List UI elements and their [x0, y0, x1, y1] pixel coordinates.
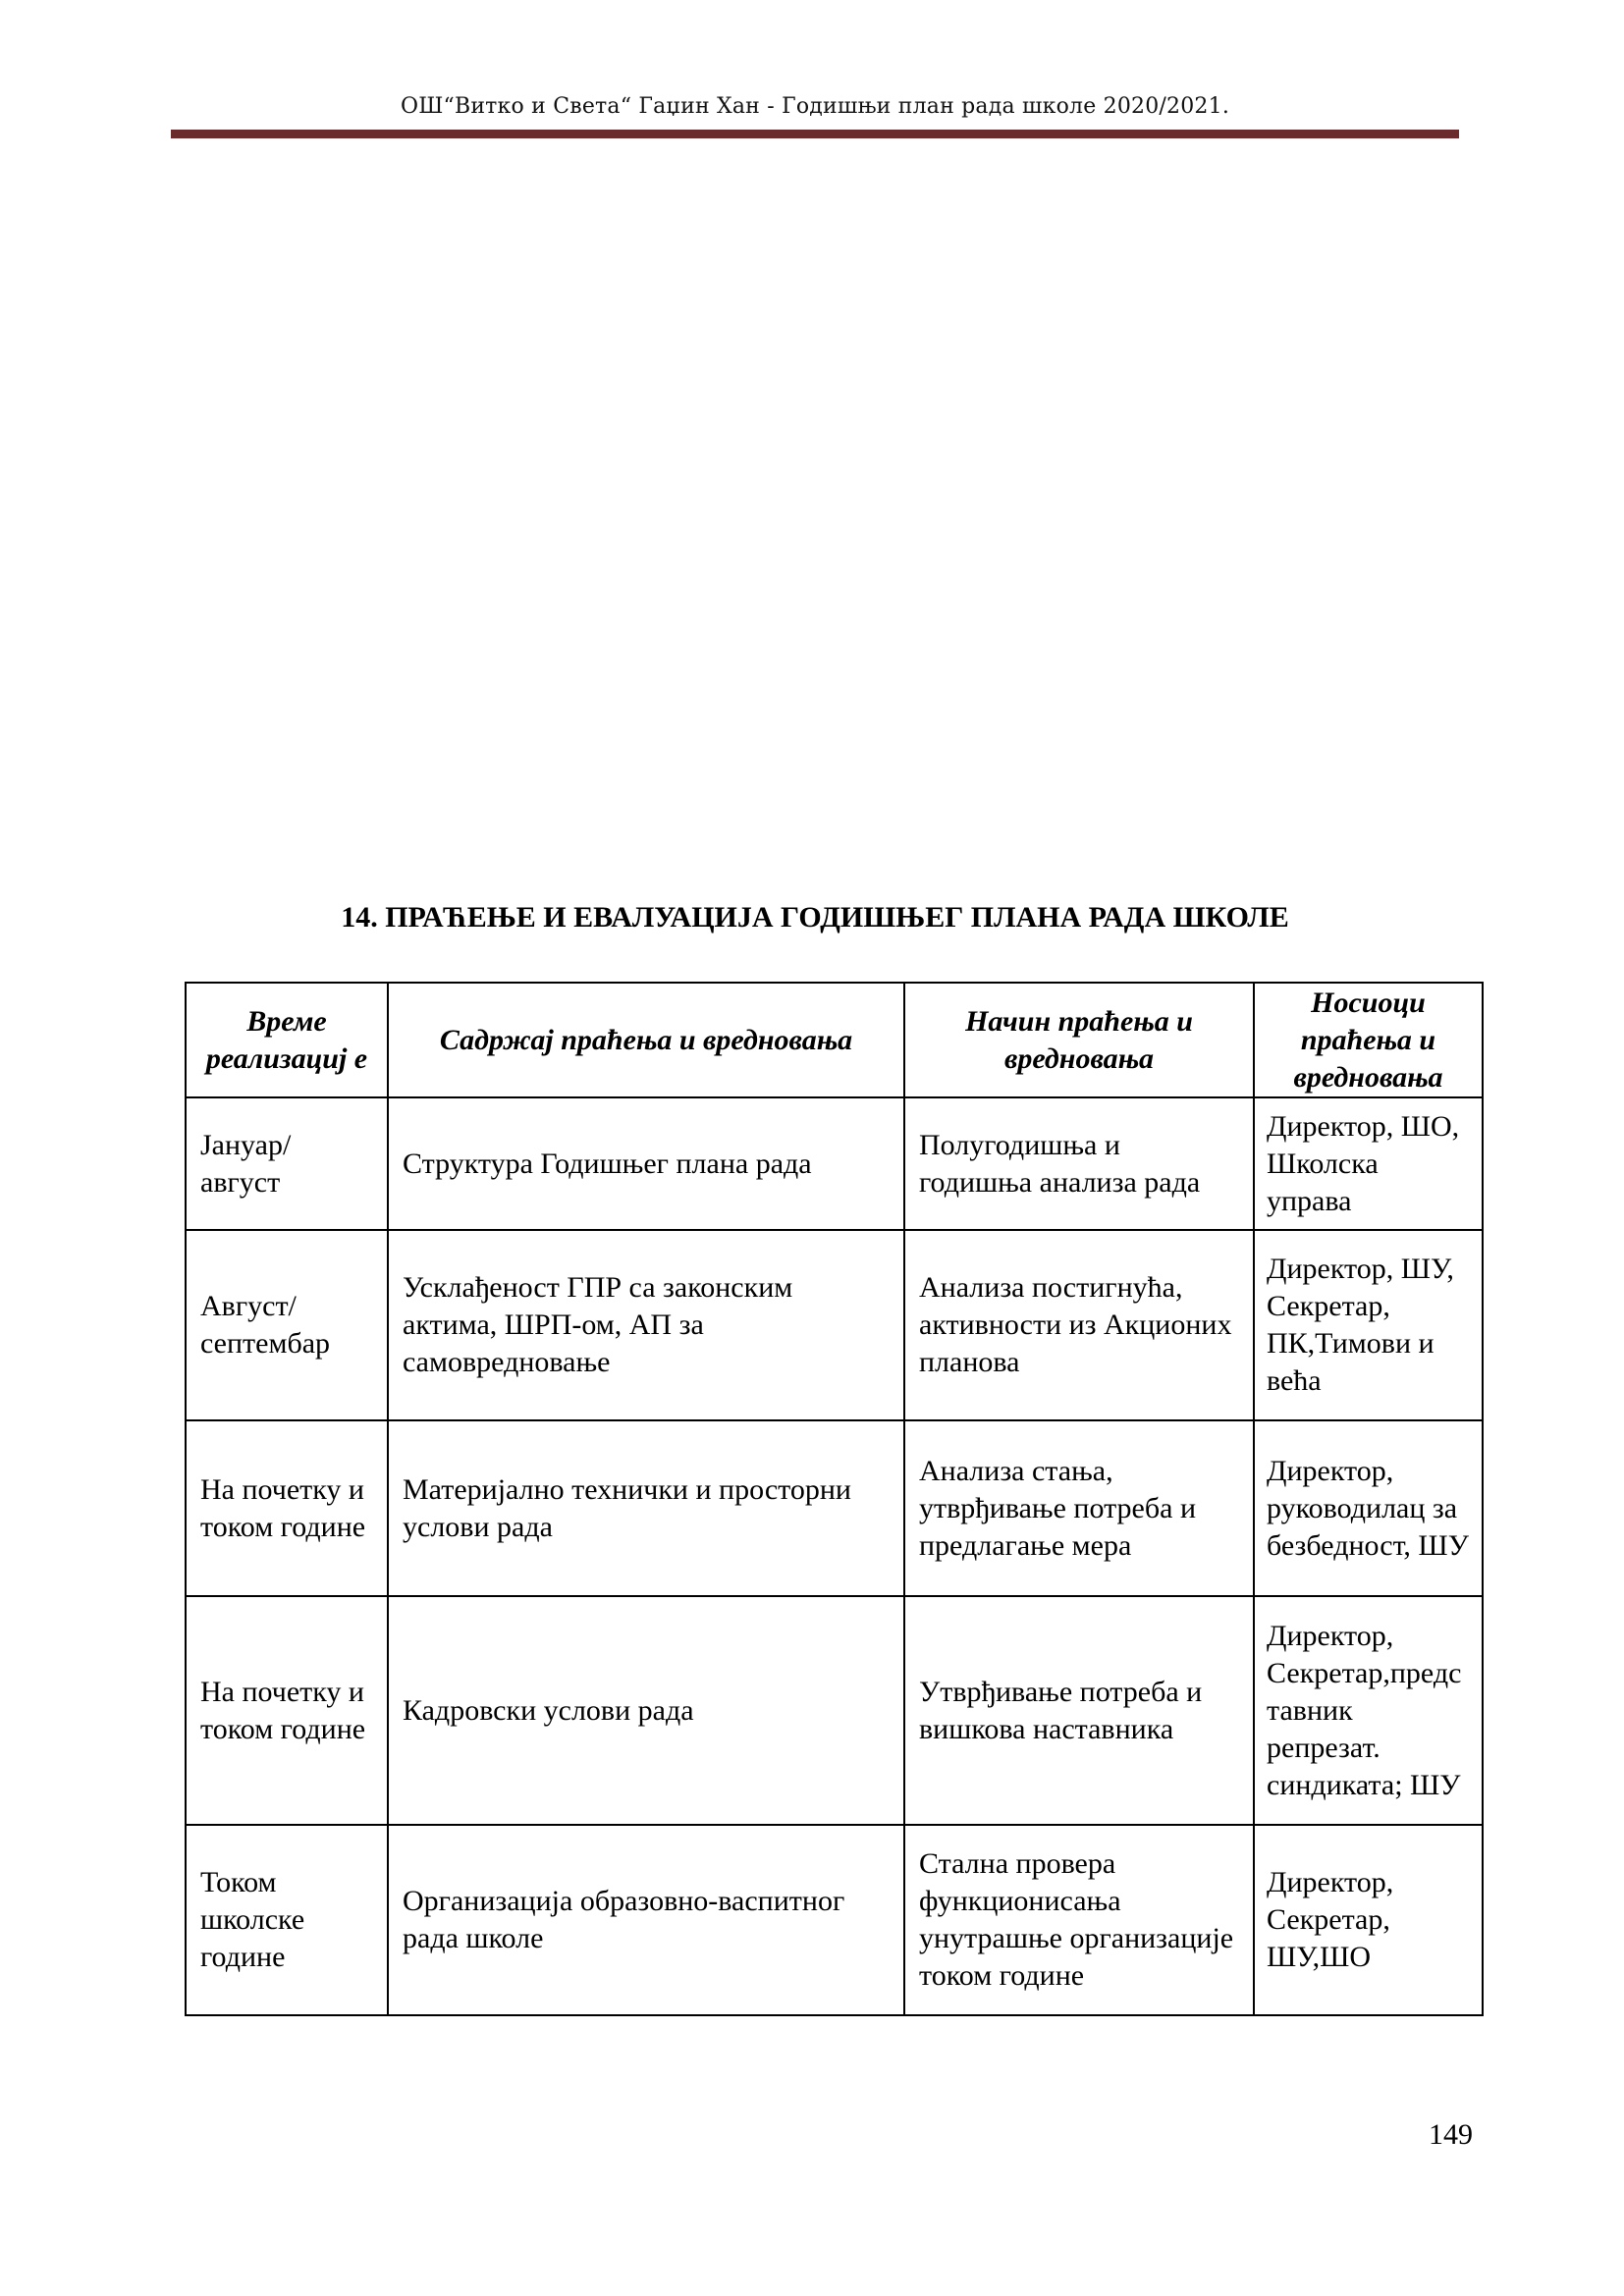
cell-time: На почетку и током године	[186, 1596, 388, 1825]
table-row	[186, 1596, 1483, 1825]
column-header-time: Време реализациј е	[186, 983, 388, 1097]
evaluation-plan-table	[185, 982, 1484, 2016]
column-header-content: Садржај праћења и вредновања	[388, 983, 904, 1097]
table-row	[186, 1097, 1483, 1230]
table-row	[186, 1420, 1483, 1596]
cell-time: Јануар/ август	[186, 1097, 388, 1230]
cell-bearers: Директор, Секретар, ШУ,ШО	[1254, 1825, 1483, 2015]
cell-bearers: Директор, ШО, Школска управа	[1254, 1097, 1483, 1230]
cell-bearers: Директор, ШУ, Секретар, ПК,Тимови и већа	[1254, 1230, 1483, 1420]
cell-content: Кадровски услови рада	[388, 1596, 904, 1825]
table-header-row	[186, 983, 1483, 1097]
cell-bearers: Директор, Секретар,представник репрезат. синдиката; ШУ	[1254, 1596, 1483, 1825]
cell-method: Утврђивање потреба и вишкова наставника	[904, 1596, 1254, 1825]
cell-content: Организација образовно-васпитног рада школе	[388, 1825, 904, 2015]
section-title: 14. ПРАЋЕЊЕ И ЕВАЛУАЦИЈА ГОДИШЊЕГ ПЛАНА РАДА ШКОЛЕ	[341, 901, 1289, 934]
cell-method: Стална провера функционисања унутрашње организације током године	[904, 1825, 1254, 2015]
cell-method: Анализа стања, утврђивање потреба и предлагање мера	[904, 1420, 1254, 1596]
cell-bearers: Директор, руководилац за безбедност, ШУ	[1254, 1420, 1483, 1596]
cell-content: Структура Годишњег плана рада	[388, 1097, 904, 1230]
cell-content: Усклађеност ГПР са законским актима, ШРП-ом, АП за самовредновање	[388, 1230, 904, 1420]
cell-time: Август/ септембар	[186, 1230, 388, 1420]
header-rule	[171, 130, 1459, 138]
column-header-method: Начин праћења и вредновања	[904, 983, 1254, 1097]
cell-time: На почетку и током године	[186, 1420, 388, 1596]
cell-content: Материјално технички и просторни услови рада	[388, 1420, 904, 1596]
cell-time: Током школске године	[186, 1825, 388, 2015]
cell-method: Анализа постигнућа, активности из Акционих планова	[904, 1230, 1254, 1420]
cell-method: Полугодишња и годишња анализа рада	[904, 1097, 1254, 1230]
column-header-bearers: Носиоци праћења и вредновања	[1254, 983, 1483, 1097]
running-header: ОШ“Витко и Света“ Гаџин Хан - Годишњи план рада школе 2020/2021.	[400, 94, 1230, 119]
page-number: 149	[1429, 2118, 1473, 2151]
table-row	[186, 1825, 1483, 2015]
table-row	[186, 1230, 1483, 1420]
